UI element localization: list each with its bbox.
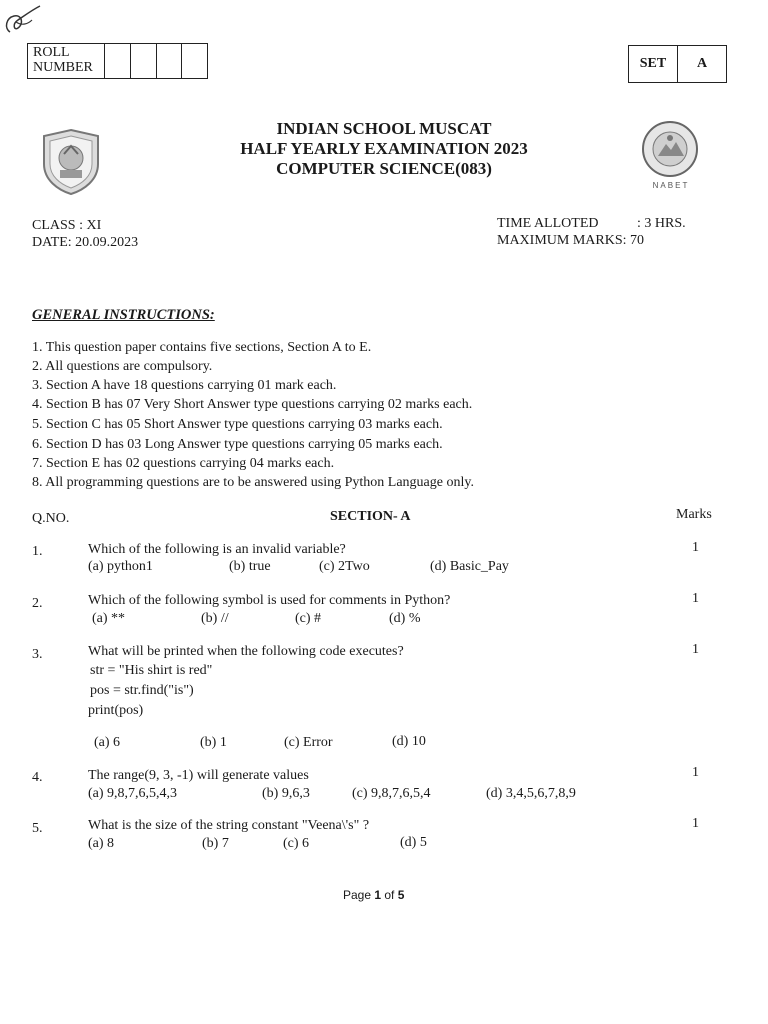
option-b: (b) 7 bbox=[202, 836, 229, 851]
roll-number-cell[interactable] bbox=[157, 44, 183, 78]
school-name: INDIAN SCHOOL MUSCAT bbox=[276, 119, 492, 138]
page-number: Page 1 of 5 bbox=[343, 888, 405, 902]
question-marks: 1 bbox=[692, 816, 699, 831]
question-marks: 1 bbox=[692, 540, 699, 555]
roll-number-cell[interactable] bbox=[131, 44, 157, 78]
option-d: (d) % bbox=[389, 611, 421, 626]
option-c: (c) 2Two bbox=[319, 559, 370, 574]
option-b: (b) 9,6,3 bbox=[262, 786, 310, 801]
option-d: (d) 5 bbox=[400, 835, 427, 850]
question-number: 2. bbox=[32, 596, 43, 611]
question-number: 5. bbox=[32, 821, 43, 836]
handwritten-signature bbox=[2, 2, 48, 45]
set-box bbox=[628, 45, 727, 83]
instruction-item: 5. Section C has 05 Short Answer type questions carrying 03 marks each. bbox=[32, 417, 443, 432]
option-a: (a) ** bbox=[92, 611, 126, 626]
option-a: (a) 8 bbox=[88, 836, 115, 851]
set-value: A bbox=[696, 56, 708, 71]
question-marks: 1 bbox=[692, 765, 699, 780]
nabet-logo-text: NABET bbox=[652, 181, 690, 190]
question-text: What will be printed when the following code executes? bbox=[88, 644, 404, 659]
code-line: pos = str.find("is") bbox=[90, 683, 194, 698]
marks-header: Marks bbox=[676, 507, 712, 522]
date-label: DATE: 20.09.2023 bbox=[32, 235, 139, 250]
instruction-item: 6. Section D has 03 Long Answer type questions carrying 05 marks each. bbox=[32, 437, 443, 452]
instruction-item: 7. Section E has 02 questions carrying 04 marks each. bbox=[32, 456, 335, 471]
option-c: (c) 6 bbox=[283, 836, 310, 851]
maximum-marks: MAXIMUM MARKS: 70 bbox=[497, 233, 645, 248]
roll-number-cell[interactable] bbox=[105, 44, 131, 78]
question-text: Which of the following symbol is used for comments in Python? bbox=[88, 593, 451, 608]
question-text: The range(9, 3, -1) will generate values bbox=[88, 768, 309, 783]
option-b: (b) 1 bbox=[200, 735, 227, 750]
question-number: 3. bbox=[32, 647, 43, 662]
roll-number-box[interactable] bbox=[27, 43, 208, 79]
time-allotted-value: : 3 HRS. bbox=[637, 216, 686, 231]
question-marks: 1 bbox=[692, 642, 699, 657]
time-allotted-label: TIME ALLOTED bbox=[497, 216, 599, 231]
section-a-title: SECTION- A bbox=[330, 509, 411, 524]
set-label: SET bbox=[629, 46, 678, 82]
option-a: (a) 6 bbox=[94, 735, 121, 750]
code-line: print(pos) bbox=[88, 703, 144, 718]
roll-number-label: ROLL NUMBER bbox=[28, 44, 105, 78]
instruction-item: 8. All programming questions are to be answered using Python Language only. bbox=[32, 475, 474, 490]
option-d: (d) 3,4,5,6,7,8,9 bbox=[486, 786, 576, 801]
instruction-item: 3. Section A have 18 questions carrying 01 mark each. bbox=[32, 378, 337, 393]
qno-header: Q.NO. bbox=[32, 511, 70, 526]
option-a: (a) 9,8,7,6,5,4,3 bbox=[88, 786, 178, 801]
general-instructions-title: GENERAL INSTRUCTIONS: bbox=[32, 307, 215, 323]
question-text: Which of the following is an invalid variable? bbox=[88, 542, 346, 557]
option-d: (d) Basic_Pay bbox=[430, 559, 509, 574]
question-number: 4. bbox=[32, 770, 43, 785]
subject-title: COMPUTER SCIENCE(083) bbox=[276, 159, 492, 178]
option-a: (a) python1 bbox=[88, 559, 153, 574]
question-number: 1. bbox=[32, 544, 43, 559]
instruction-item: 1. This question paper contains five sections, Section A to E. bbox=[32, 340, 372, 355]
option-c: (c) 9,8,7,6,5,4 bbox=[352, 786, 431, 801]
exam-title: HALF YEARLY EXAMINATION 2023 bbox=[240, 139, 528, 158]
option-b: (b) // bbox=[201, 611, 229, 626]
roll-number-cell[interactable] bbox=[182, 44, 207, 78]
option-c: (c) Error bbox=[284, 735, 333, 750]
code-line: str = "His shirt is red" bbox=[90, 663, 213, 678]
question-text: What is the size of the string constant "Veena\'s" ? bbox=[88, 818, 370, 833]
instruction-item: 4. Section B has 07 Very Short Answer type questions carrying 02 marks each. bbox=[32, 397, 473, 412]
option-c: (c) # bbox=[295, 611, 322, 626]
option-d: (d) 10 bbox=[392, 734, 426, 749]
question-marks: 1 bbox=[692, 591, 699, 606]
option-b: (b) true bbox=[229, 559, 271, 574]
instruction-item: 2. All questions are compulsory. bbox=[32, 359, 213, 374]
class-label: CLASS : XI bbox=[32, 218, 102, 233]
